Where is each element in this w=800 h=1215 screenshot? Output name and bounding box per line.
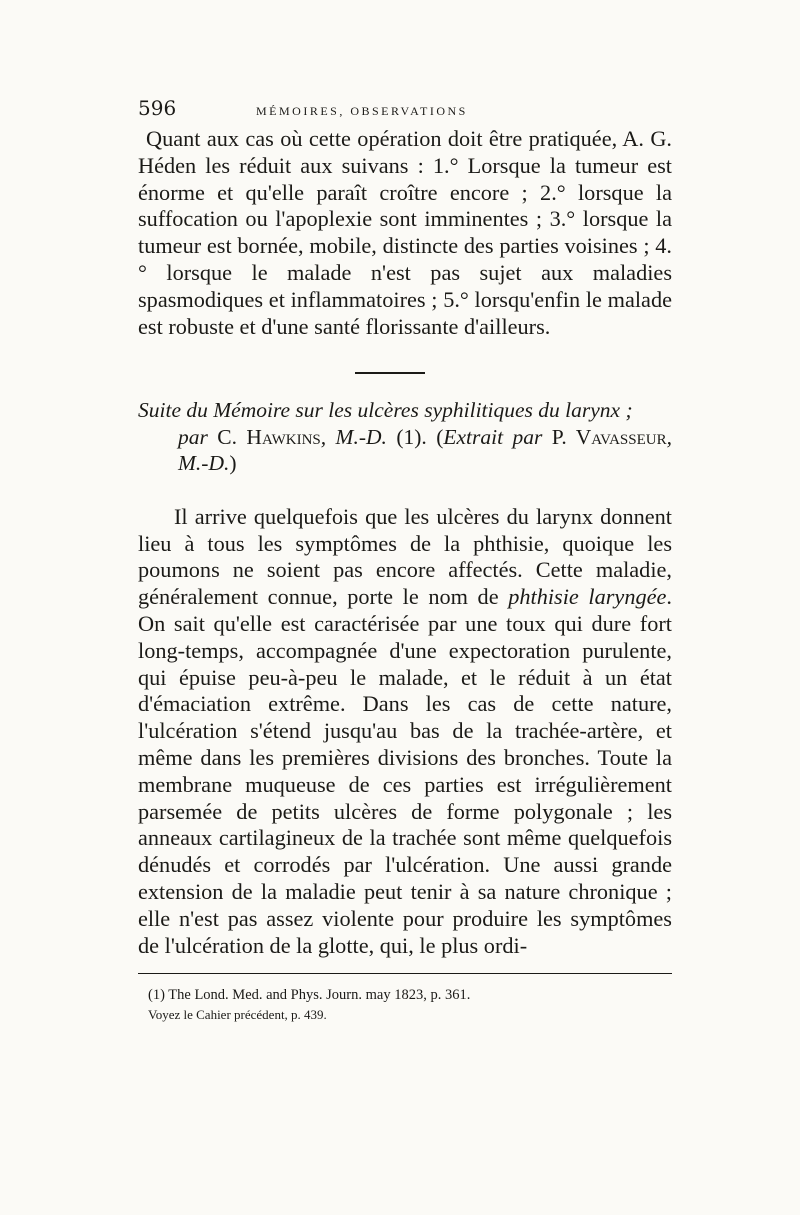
body-text-1: Il arrive quelquefois que les ulcères du larynx donnent lieu à tous les symptômes de la phthisie, quoique les poumons ne soient pas encore affectés. Cette maladie, généralement connue, porte le nom de (138, 503, 672, 610)
author-degree: , M.-D. (320, 424, 387, 449)
author-name: C. Hawkins (207, 424, 321, 449)
footnote-2: Voyez le Cahier précédent, p. 439. (148, 1007, 327, 1023)
footnotes (138, 985, 672, 1025)
body-section (138, 504, 672, 960)
footnote-reference: (1). ( (386, 424, 444, 449)
page-number: 596 (138, 96, 177, 120)
translator-degree: , M.-D. (178, 424, 672, 476)
section-rule (355, 372, 425, 374)
extract-label: Extrait par (443, 424, 543, 449)
body-text-2: . On sait qu'elle est caractérisée par une toux qui dure fort long-temps, accompagnée d'une expectoration purulente, qui épuise peu-à-peu le malade, et le réduit à un état d'émaciation extrême. Dans les cas de cette nature, l'ulcération s'étend jusqu'au bas de la trachée-artère, et même dans les premières divisions des bronches. Toute la membrane muqueuse de ces parties est irrégulièrement parsemée de petits ulcères de forme polygonale ; les anneaux cartilagineux de la trachée sont même quelquefois dénudés et corrodés par l'ulcération. Une aussi grande extension de la maladie peut tenir à sa nature chronique ; elle n'est pas assez violente pour produire les symptômes de l'ulcération de la glotte, qui, le plus ordi- (138, 584, 672, 958)
article-author (208, 425, 321, 449)
article-par: par (178, 424, 208, 449)
close-paren: ) (229, 451, 237, 476)
page (138, 96, 672, 1025)
article-title (138, 397, 672, 477)
translator-name: P. Vavasseur (542, 424, 667, 449)
article-title-text: Suite du Mémoire sur les ulcères syphilitiques du larynx ; (138, 398, 633, 423)
footnote-rule (138, 973, 672, 974)
footnote-1: (1) The Lond. Med. and Phys. Journ. may 1823, p. 361. (148, 987, 471, 1004)
running-head (138, 96, 672, 126)
running-title: MÉMOIRES, OBSERVATIONS (256, 104, 468, 118)
intro-paragraph: Quant aux cas où cette opération doit être pratiquée, A. G. Héden les réduit aux suivans : 1.° Lorsque la tumeur est énorme et qu'elle paraît croître encore ; 2.° lorsque la suffocation ou l'apoplexie sont imminentes ; 3.° lorsque la tumeur est bornée, mobile, distincte des parties voisines ; 4.° lorsque le malade n'est pas sujet aux maladies spasmodiques et inflammatoires ; 5.° lorsqu'enfin le malade est robuste et d'une santé florissante d'ailleurs. (138, 126, 672, 339)
body-term: phthisie laryngée (508, 584, 667, 610)
body-paragraph (138, 504, 672, 960)
